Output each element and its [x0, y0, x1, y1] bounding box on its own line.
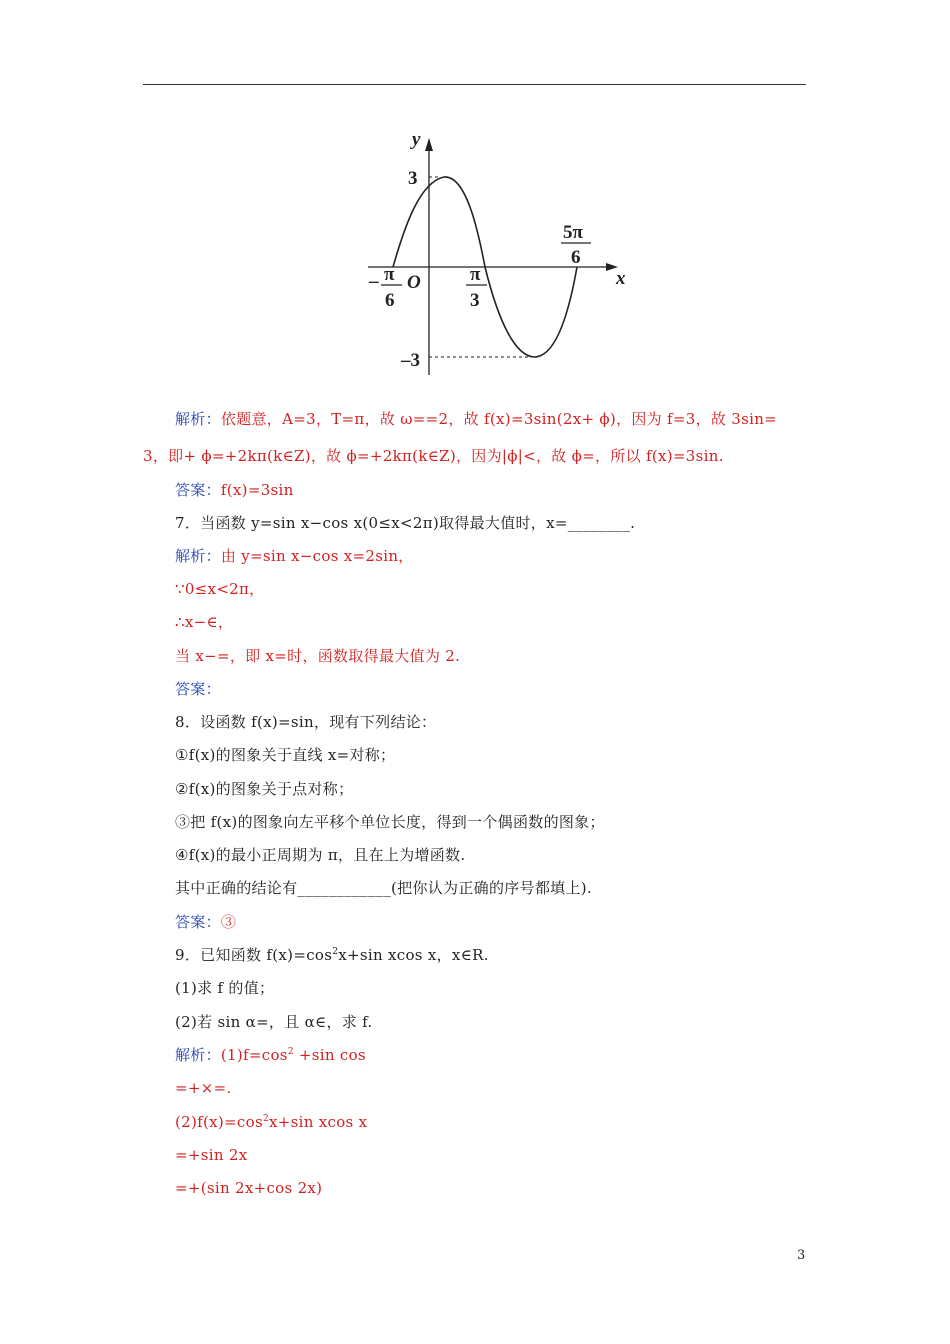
- statement-4: ④f(x)的最小正周期为 π，且在上为增函数.: [175, 846, 466, 864]
- 5pi6-den: 6: [571, 247, 581, 268]
- answer-7: 答案：: [175, 680, 221, 698]
- question-9: 9．已知函数 $f(x)=\cos^2x+\sin$ xcos x，x∈R.: [175, 946, 489, 964]
- question-9-part-2: (2)若 sin α=，且 α∈，求 f.: [175, 1013, 373, 1031]
- origin-label: O: [407, 272, 421, 293]
- solution-7-line-1: 解析：由 y=sin x−cos x=2sin，: [175, 547, 414, 565]
- 5pi6-num: 5π: [563, 222, 583, 243]
- neg-pi6-den: 6: [385, 290, 395, 311]
- statement-2: ②f(x)的图象关于点对称；: [175, 780, 354, 798]
- header-rule: [143, 84, 806, 85]
- solution-7-line-2: ∵0≤x<2π，: [175, 580, 265, 598]
- neg-sign: –: [369, 271, 379, 292]
- question-7: 7．当函数 y=sin x−cos x(0≤x<2π)取得最大值时，x=________.: [175, 514, 636, 532]
- neg-pi6-num: π: [384, 264, 395, 285]
- y-axis-arrow: [425, 138, 433, 151]
- sine-graph: [360, 120, 640, 390]
- solution-label: 解析：: [175, 410, 221, 428]
- solution-9-line-2: =+×=.: [175, 1079, 232, 1097]
- pi3-den: 3: [470, 290, 480, 311]
- pi3-num: π: [470, 264, 481, 285]
- solution-6-line-2: 3，即+ ϕ=+2kπ(k∈Z)，故 ϕ=+2kπ(k∈Z)，因为|ϕ|<，故 ϕ=，所以 f(x)=3sin.: [143, 447, 724, 465]
- y-axis-label: y: [412, 129, 421, 150]
- solution-7-line-4: 当 x−=，即 x=时，函数取得最大值为 2.: [175, 647, 461, 665]
- tick-3: 3: [408, 168, 418, 189]
- solution-9-line-4: =+sin 2x: [175, 1146, 248, 1164]
- question-8: 8．设函数 f(x)=sin，现有下列结论：: [175, 713, 437, 731]
- answer-6: 答案：f(x)=3sin: [175, 481, 294, 499]
- tick-neg3: –3: [401, 350, 420, 371]
- solution-7-line-3: ∴x−∈，: [175, 613, 234, 631]
- statement-3: ③把 f(x)的图象向左平移个单位长度，得到一个偶函数的图象；: [175, 813, 605, 831]
- question-8-prompt: 其中正确的结论有____________(把你认为正确的序号都填上).: [175, 879, 592, 897]
- solution-9-line-1: 解析：$(1)f=\cos^2 +\sin$ cos: [175, 1046, 366, 1064]
- statement-1: ①f(x)的图象关于直线 x=对称；: [175, 746, 396, 764]
- x-axis-label: x: [616, 268, 626, 289]
- solution-9-line-5: =+(sin 2x+cos 2x): [175, 1179, 323, 1197]
- page-number: 3: [797, 1248, 806, 1263]
- solution-9-line-3: $(2)f(x)=\cos^2x+\sin$ xcos x: [175, 1113, 368, 1131]
- answer-8: 答案：③: [175, 913, 237, 931]
- solution-6-line-1: 解析：依题意，A=3，T=π，故 ω==2，故 f(x)=3sin(2x+ ϕ)，因为 f=3，故 3sin=: [175, 410, 778, 428]
- question-9-part-1: (1)求 f 的值；: [175, 979, 275, 997]
